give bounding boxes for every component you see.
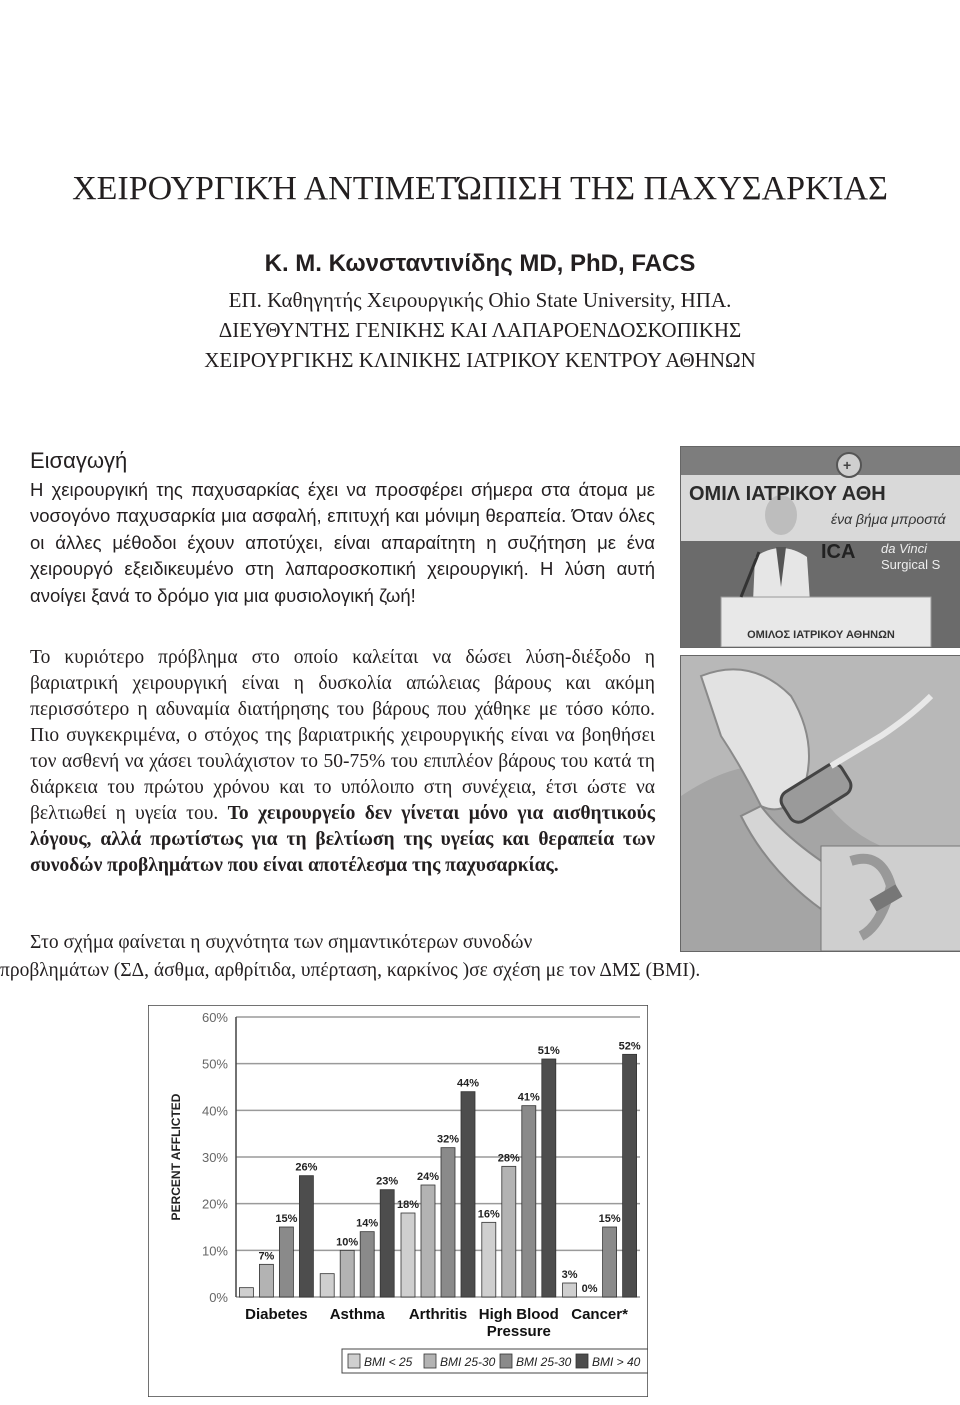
paragraph-3-line-1: Στο σχήμα φαίνεται η συχνότητα των σημαντικότερων συνοδών [30,932,533,953]
bar-value-label: 28% [497,1152,520,1165]
bar [563,1283,577,1297]
x-category-label: Diabetes [245,1306,308,1323]
bar [603,1227,617,1297]
bar-value-label: 51% [537,1045,560,1057]
bar [542,1059,556,1297]
bar-value-label: 15% [275,1213,298,1225]
bar-value-label: 16% [477,1208,500,1221]
y-tick-label: 30% [201,1150,228,1165]
davinci-text: da Vinci [881,541,928,556]
bar [522,1106,536,1297]
bar [239,1288,253,1297]
legend-label: BMI < 25 [364,1355,413,1369]
legend-swatch [576,1354,588,1368]
gastric-band-illustration [680,655,960,952]
x-category-label: Cancer* [571,1306,628,1323]
bar [421,1185,435,1297]
banner-ica-text: ICA [821,541,856,563]
banner-text: ΟΜΙΛ ΙΑΤΡΙΚΟΥ ΑΘΗ [689,483,886,505]
bar-value-label: 10% [336,1236,359,1249]
paragraph-2-text: Το κυριότερο πρόβλημα στο οποίο καλείται να δώσει λύση-διέξοδο η βαριατρική χειρουργική είναι η δυσκολία απώλειας βάρους και ακόμη περισσότερο η αδυναμία διατήρησης του βάρους που χάθηκε με τόσο κόπο. Πιο συγκεκριμένα, ο στόχος της βαριατρικής χειρουργικής είναι να βοηθήσει τον ασθενή να χάσει τουλάχιστον το 50-75% του επιπλέον βάρους του κατά τη διάρκεια του πρώτου χρόνου και το υπόλοιπο στη συνέχεια, έτσι ώστε να βελτιωθεί η υγεία του. [30,647,655,824]
bar-value-label: 18% [396,1199,420,1211]
bar-value-label: 15% [598,1213,621,1225]
section-heading: Εισαγωγή [30,448,128,473]
bar [401,1213,415,1297]
affiliation-line-1: ΕΠ. Καθηγητής Χειρουργικής Ohio State University, ΗΠΑ. [228,288,732,312]
legend-swatch [500,1354,512,1368]
y-tick-label: 0% [209,1290,228,1305]
svg-text:+: + [843,457,852,473]
bar [623,1054,637,1297]
author-name: Κ. Μ. Κωνσταντινίδης MD, PhD, FACS [264,250,696,277]
davinci-subtext: Surgical S [881,557,941,572]
bar-value-label: 3% [561,1269,578,1281]
y-tick-label: 60% [201,1010,228,1025]
legend-swatch [348,1354,360,1368]
conference-photo [680,446,960,648]
banner-subtext: ένα βήμα μπροστά [831,511,946,527]
bar [502,1166,516,1297]
y-tick-label: 50% [201,1056,228,1072]
legend-label: BMI 25-30 [516,1355,572,1369]
intro-section [30,448,655,609]
y-tick-label: 10% [201,1243,228,1259]
paragraph-2-bold: Το χειρουργείο δεν γίνεται μόνο για αισθητικούς λόγους, αλλά πρωτίστως για τη βελτίωση της υγείας και θεραπεία των συνοδών προβλημάτων που είναι αποτέλεσμα της παχυσαρκίας. [30,803,655,876]
comorbidity-chart [148,1005,648,1397]
bar [441,1148,455,1297]
bar-value-label: 41% [517,1091,540,1104]
bar [380,1190,394,1297]
bar-value-label: 44% [456,1077,480,1090]
bar-value-label: 26% [295,1161,318,1174]
x-category-label: High Blood [478,1306,559,1323]
bar [320,1274,334,1297]
x-category-label: Asthma [329,1306,385,1323]
bar [279,1227,293,1297]
affiliation-line-2: ΔΙΕΥΘΥΝΤΗΣ ΓΕΝΙΚΗΣ ΚΑΙ ΛΑΠΑΡΟΕΝΔΟΣΚΟΠΙΚΗΣ [218,318,742,342]
bar-value-label: 23% [376,1175,399,1188]
x-category-label: Pressure [486,1323,551,1340]
intro-paragraph: Η χειρουργική της παχυσαρκίας έχει να προσφέρει σήμερα στα άτομα με νοσογόνο παχυσαρκία μια ασφαλή, επιτυχή και μόνιμη θεραπεία. Όταν όλες οι άλλες μέθοδοι έχουν αποτύχει, είναι απαραίτητη η συζήτηση με ένα χειρουργό εξειδικευμένο στη λαπαροσκοπική χειρουργική. Η λύση αυτή ανοίγει ξανά το δρόμο για μια φυσιολογική ζωή! [30,478,655,606]
legend-label: BMI 25-30 [440,1355,496,1369]
bar [340,1250,354,1297]
podium-text: ΟΜΙΛΟΣ ΙΑΤΡΙΚΟΥ ΑΘΗΝΩΝ [747,629,895,641]
affiliation-line-3: ΧΕΙΡΟΥΡΓΙΚΗΣ ΚΛΙΝΙΚΗΣ ΙΑΤΡΙΚΟΥ ΚΕΝΤΡΟΥ ΑΘΗΝΩΝ [204,348,756,372]
bar-value-label: 52% [618,1040,641,1053]
legend-label: BMI > 40 [592,1355,641,1369]
y-tick-label: 20% [201,1196,228,1212]
bar [259,1264,273,1297]
bar [360,1232,374,1297]
bar [482,1222,496,1297]
bar-value-label: 7% [258,1250,275,1263]
paragraph-3-line-2: προβλημάτων (ΣΔ, άσθμα, αρθρίτιδα, υπέρταση, καρκίνος )σε σχέση με τον ΔΜΣ (ΒΜΙ). [0,960,701,981]
y-axis-title: PERCENT AFFLICTED [169,1093,183,1221]
x-category-label: Arthritis [408,1306,468,1323]
bar [299,1176,313,1297]
page-title: ΧΕΙΡΟΥΡΓΙΚΉ ΑΝΤΙΜΕΤΏΠΙΣΗ ΤΗΣ ΠΑΧΥΣΑΡΚΊΑΣ [72,170,888,207]
bar-value-label: 0% [581,1283,598,1295]
paragraph-2 [30,645,655,879]
bar-value-label: 32% [436,1133,460,1146]
bar-value-label: 24% [416,1171,440,1183]
chart-svg [148,1005,648,1397]
legend-swatch [424,1354,436,1368]
bar-value-label: 14% [356,1217,379,1230]
y-tick-label: 40% [201,1103,228,1119]
bar [461,1092,475,1297]
